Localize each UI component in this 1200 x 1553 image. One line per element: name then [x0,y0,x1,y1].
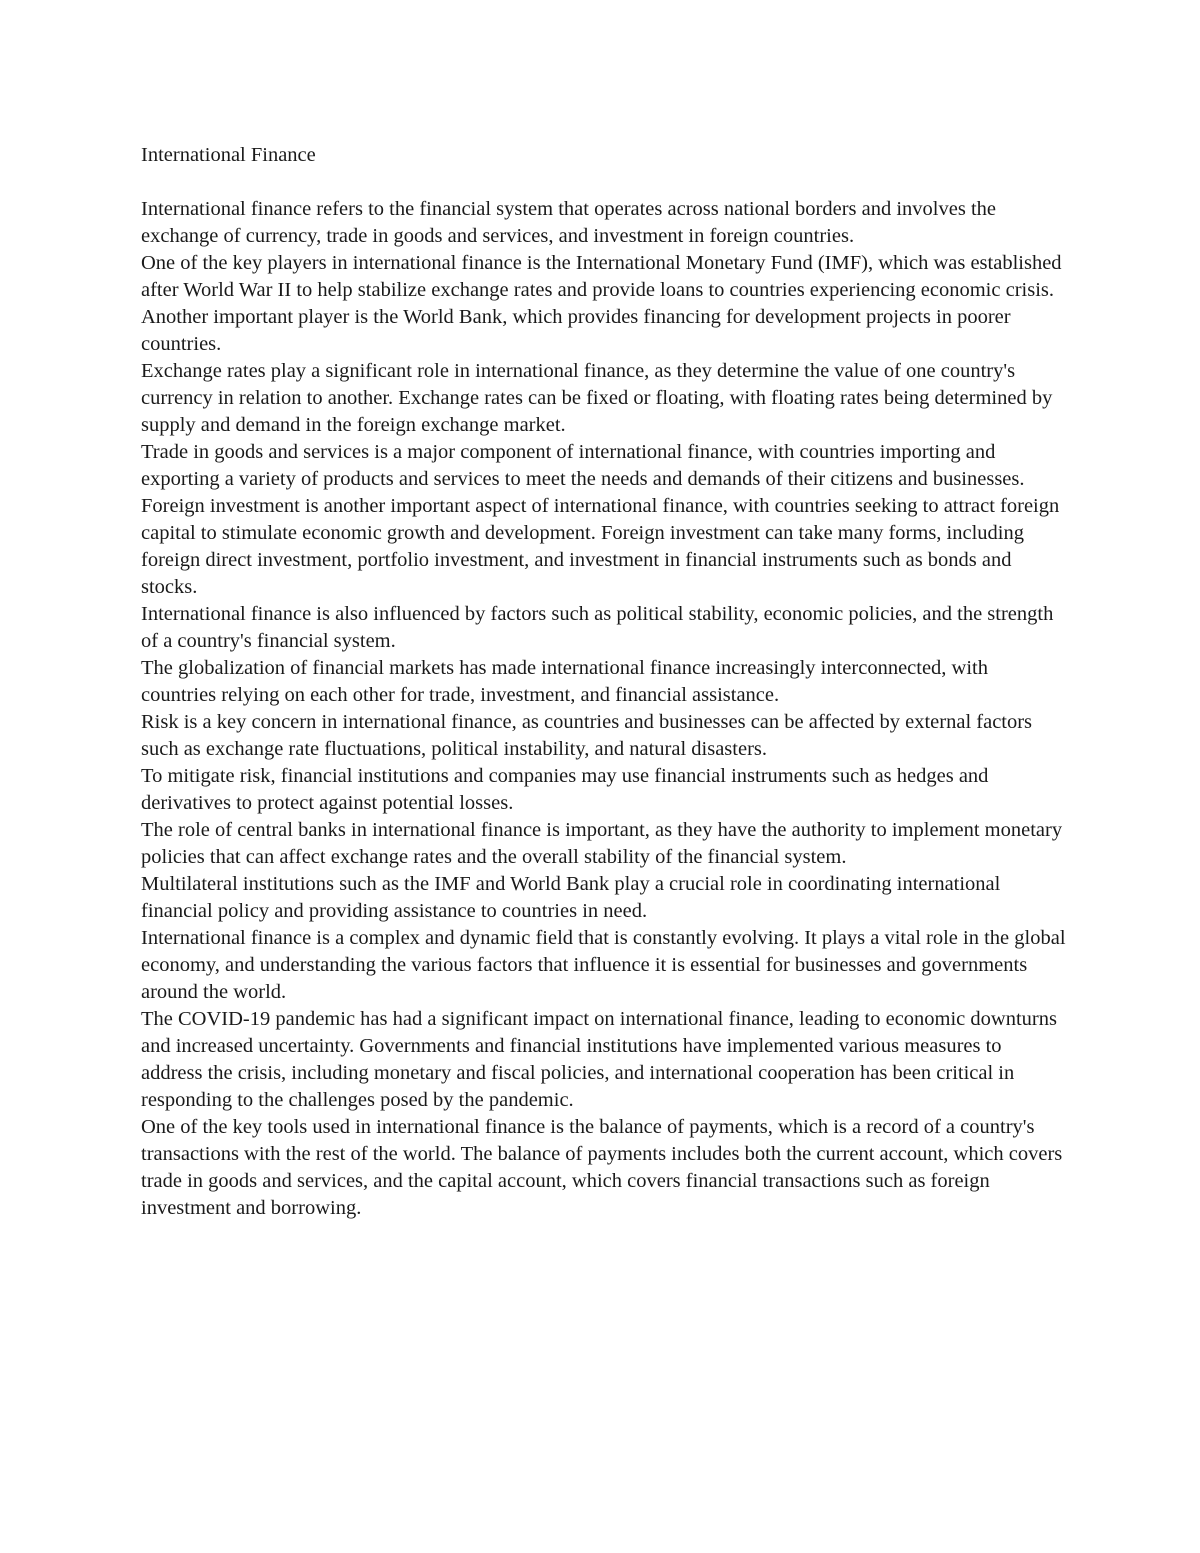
paragraph-15: One of the key tools used in international finance is the balance of payments, which is a record of a country's transactions with the rest of the world. The balance of payments includes both the current account, which covers trade in goods and services, and the capital account, which covers financial transactions such as foreign investment and borrowing. [141,1116,1063,1219]
paragraph-7: International finance is also influenced by factors such as political stability, economic policies, and the strength of a country's financial system. [141,603,1054,652]
document-body [141,142,1066,1222]
paragraph-14: The COVID-19 pandemic has had a significant impact on international finance, leading to economic downturns and increased uncertainty. Governments and financial institutions have implemented various measures to address the crisis, including monetary and fiscal policies, and international cooperation has been critical in responding to the challenges posed by the pandemic. [141,1008,1057,1111]
paragraph-6: Foreign investment is another important aspect of international finance, with countries seeking to attract foreign capital to stimulate economic growth and development. Foreign investment can take many forms, including foreign direct investment, portfolio investment, and investment in financial instruments such as bonds and stocks. [141,495,1060,598]
paragraph-1: International finance refers to the financial system that operates across national borders and involves the exchange of currency, trade in goods and services, and investment in foreign countries. [141,198,996,247]
paragraph-3: Another important player is the World Bank, which provides financing for development projects in poorer countries. [141,306,1011,355]
paragraph-9: Risk is a key concern in international finance, as countries and businesses can be affected by external factors such as exchange rate fluctuations, political instability, and natural disasters. [141,711,1033,760]
paragraph-13: International finance is a complex and dynamic field that is constantly evolving. It plays a vital role in the global economy, and understanding the various factors that influence it is essential for businesses and governments around the world. [141,927,1066,1003]
paragraph-5: Trade in goods and services is a major component of international finance, with countries importing and exporting a variety of products and services to meet the needs and demands of their citizens and businesses. [141,441,1025,490]
paragraph-10: To mitigate risk, financial institutions and companies may use financial instruments such as hedges and derivatives to protect against potential losses. [141,765,989,814]
paragraph-2: One of the key players in international finance is the International Monetary Fund (IMF), which was established after World War II to help stabilize exchange rates and provide loans to countries experiencing economic crisis. [141,252,1062,301]
paragraph-8: The globalization of financial markets has made international finance increasingly interconnected, with countries relying on each other for trade, investment, and financial assistance. [141,657,989,706]
paragraph-11: The role of central banks in international finance is important, as they have the authority to implement monetary policies that can affect exchange rates and the overall stability of the financial system. [141,819,1063,868]
paragraph-12: Multilateral institutions such as the IMF and World Bank play a crucial role in coordinating international financial policy and providing assistance to countries in need. [141,873,1001,922]
paragraph-4: Exchange rates play a significant role in international finance, as they determine the value of one country's currency in relation to another. Exchange rates can be fixed or floating, with floating rates being determined by supply and demand in the foreign exchange market. [141,360,1053,436]
document-title: International Finance [141,144,316,166]
